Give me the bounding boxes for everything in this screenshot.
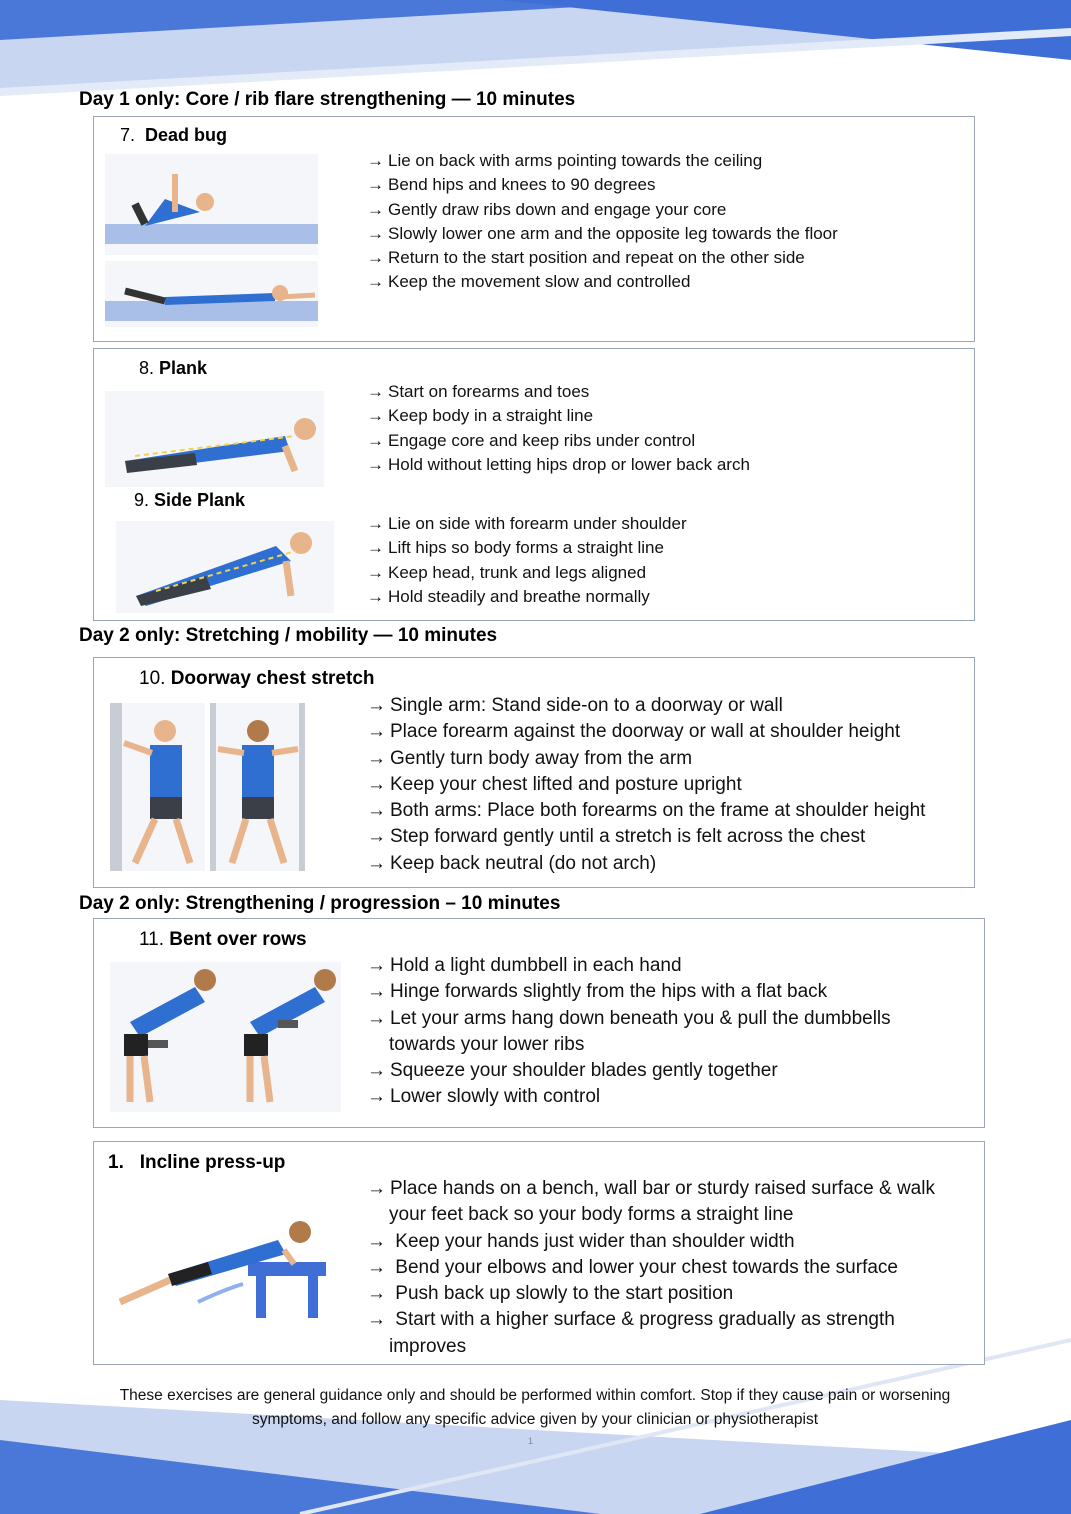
step-item: → Both arms: Place both forearms on the frame at shoulder height: [367, 800, 926, 822]
step-item-continued: towards your lower ribs: [389, 1033, 585, 1055]
exercise-title: 8. Plank: [139, 358, 208, 378]
step-item: → Start with a higher surface & progress gradually as strength: [367, 1309, 895, 1331]
exercise-title: 1. Incline press-up: [108, 1152, 286, 1173]
section-heading-day2-stretch: Day 2 only: Stretching / mobility — 10 minutes: [79, 625, 498, 646]
step-item: → Place forearm against the doorway or wall at shoulder height: [367, 721, 901, 743]
step-item: → Bend hips and knees to 90 degrees: [367, 175, 656, 195]
step-item: → Gently turn body away from the arm: [367, 747, 693, 769]
step-item: → Slowly lower one arm and the opposite leg towards the floor: [367, 223, 838, 243]
dead-bug-extended-illustration: [105, 261, 318, 327]
step-item: → Let your arms hang down beneath you & pull the dumbbells: [367, 1007, 891, 1029]
step-item: → Hold steadily and breathe normally: [367, 586, 650, 606]
plank-illustration: [105, 391, 324, 487]
step-item: → Start on forearms and toes: [367, 382, 590, 401]
step-item-continued: your feet back so your body forms a straight line: [389, 1204, 794, 1226]
exercise-title: 11. Bent over rows: [139, 929, 307, 950]
dead-bug-start-illustration: [105, 154, 318, 255]
page-number: 1: [528, 1436, 534, 1446]
doorway-stretch-both-arms-illustration: [210, 703, 305, 871]
step-item: → Hinge forwards slightly from the hips with a flat back: [367, 981, 828, 1003]
section-heading-day2-strength: Day 2 only: Strengthening / progression – 10 minutes: [79, 893, 561, 914]
step-item: → Hold a light dumbbell in each hand: [367, 955, 682, 976]
bent-over-rows-illustration: [110, 962, 341, 1112]
exercise-card-dead-bug: [93, 116, 975, 342]
incline-press-up-steps: [367, 1176, 935, 1360]
step-item: → Keep head, trunk and legs aligned: [367, 562, 647, 582]
section-heading-day1: Day 1 only: Core / rib flare strengthening — 10 minutes: [79, 89, 576, 110]
exercise-title: 7. Dead bug: [120, 125, 228, 145]
step-item: → Squeeze your shoulder blades gently together: [367, 1060, 778, 1082]
bent-over-rows-steps: [367, 953, 891, 1111]
step-item: → Step forward gently until a stretch is felt across the chest: [367, 826, 866, 848]
step-item: → Push back up slowly to the start position: [367, 1283, 734, 1305]
side-plank-steps: [367, 512, 687, 609]
exercise-title: 9. Side Plank: [134, 490, 246, 510]
step-item: → Bend your elbows and lower your chest towards the surface: [367, 1256, 898, 1278]
exercise-card-incline-press-up: [93, 1141, 985, 1365]
step-item: → Return to the start position and repeat on the other side: [367, 248, 805, 268]
step-item: → Keep body in a straight line: [367, 406, 594, 426]
disclaimer-line: symptoms, and follow any specific advice given by your clinician or physiotherapist: [251, 1411, 818, 1428]
step-item: → Lower slowly with control: [367, 1086, 601, 1108]
step-item: → Lie on side with forearm under shoulder: [367, 514, 687, 533]
dead-bug-steps: [367, 149, 838, 295]
plank-steps: [367, 380, 750, 477]
step-item-continued: improves: [389, 1335, 467, 1357]
disclaimer-line: These exercises are general guidance only and should be performed within comfort. Stop if they cause pain or worsening: [119, 1387, 951, 1404]
step-item: → Keep your chest lifted and posture upright: [367, 773, 742, 795]
doorway-stretch-single-arm-illustration: [110, 703, 205, 871]
exercise-card-bent-over-rows: [93, 918, 985, 1128]
step-item: → Keep your hands just wider than shoulder width: [367, 1230, 795, 1252]
doorway-stretch-steps: [367, 693, 925, 877]
side-plank-illustration: [116, 521, 334, 613]
step-item: → Single arm: Stand side-on to a doorway or wall: [367, 695, 783, 716]
step-item: → Lie on back with arms pointing towards the ceiling: [367, 151, 763, 170]
step-item: → Keep the movement slow and controlled: [367, 272, 691, 292]
disclaimer-footer: [60, 1384, 1010, 1432]
exercise-card-doorway-stretch: [93, 657, 975, 888]
step-item: → Gently draw ribs down and engage your core: [367, 199, 727, 219]
step-item: → Place hands on a bench, wall bar or sturdy raised surface & walk: [367, 1178, 935, 1199]
step-item: → Hold without letting hips drop or lower back arch: [367, 454, 750, 474]
incline-press-up-illustration: [108, 1210, 338, 1325]
exercise-card-plank: [93, 348, 975, 621]
step-item: → Lift hips so body forms a straight line: [367, 538, 664, 558]
step-item: → Engage core and keep ribs under control: [367, 430, 696, 450]
step-item: → Keep back neutral (do not arch): [367, 852, 657, 874]
exercise-title: 10. Doorway chest stretch: [139, 668, 375, 689]
